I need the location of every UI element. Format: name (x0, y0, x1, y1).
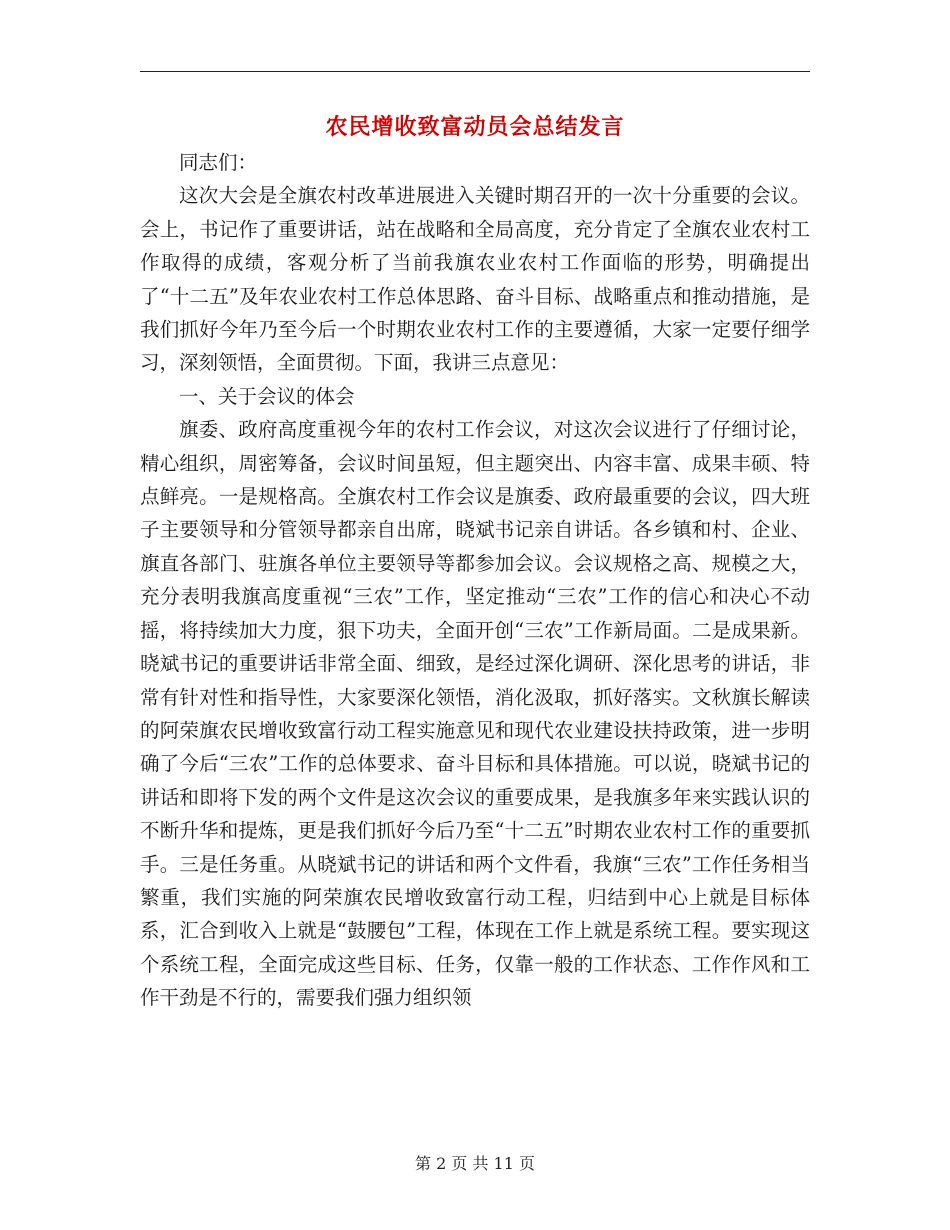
page-footer: 第 2 页 共 11 页 (415, 1154, 535, 1173)
section-heading: 一、关于会议的体会 (179, 384, 355, 408)
document-body (140, 146, 810, 1015)
paragraph-intro: 这次大会是全旗农村改革进展进入关键时期召开的一次十分重要的会议。会上，书记作了重要讲话，站在战略和全局高度，充分肯定了全旗农业农村工作取得的成绩，客观分析了当前我旗农业农村工作面临的形势，明确提出了“十二五”及年农业农村工作总体思路、奋斗目标、战略重点和推动措施，是我们抓好今年乃至今后一个时期农业农村工作的主要遵循，大家一定要仔细学习，深刻领悟，全面贯彻。下面，我讲三点意见： (140, 184, 810, 375)
document-title: 农民增收致富动员会总结发言 (325, 114, 625, 140)
paragraph-section-one: 旗委、政府高度重视今年的农村工作会议，对这次会议进行了仔细讨论，精心组织，周密筹备，会议时间虽短，但主题突出、内容丰富、成果丰硕、特点鲜亮。一是规格高。全旗农村工作会议是旗委、政府最重要的会议，四大班子主要领导和分管领导都亲自出席，晓斌书记亲自讲话。各乡镇和村、企业、旗直各部门、驻旗各单位主要领导等都参加会议。会议规格之高、规模之大，充分表明我旗高度重视“三农”工作，坚定推动“三农”工作的信心和决心不动摇，将持续加大力度，狠下功夫，全面开创“三农”工作新局面。二是成果新。晓斌书记的重要讲话非常全面、细致，是经过深化调研、深化思考的讲话，非常有针对性和指导性，大家要深化领悟，消化汲取，抓好落实。文秋旗长解读的阿荣旗农民增收致富行动工程实施意见和现代农业建设扶持政策，进一步明确了今后“三农”工作的总体要求、奋斗目标和具体措施。可以说，晓斌书记的讲话和即将下发的两个文件是这次会议的重要成果，是我旗多年来实践认识的不断升华和提炼，更是我们抓好今后乃至“十二五”时期农业农村工作的重要抓手。三是任务重。从晓斌书记的讲话和两个文件看，我旗“三农”工作任务相当繁重，我们实施的阿荣旗农民增收致富行动工程，归结到中心上就是目标体系，汇合到收入上就是“鼓腰包”工程，体现在工作上就是系统工程。要实现这个系统工程，全面完成这些目标、任务，仅靠一般的工作状态、工作作风和工作干劲是不行的，需要我们强力组织领 (140, 418, 810, 1010)
salutation: 同志们： (179, 151, 258, 174)
header-rule (140, 71, 810, 72)
